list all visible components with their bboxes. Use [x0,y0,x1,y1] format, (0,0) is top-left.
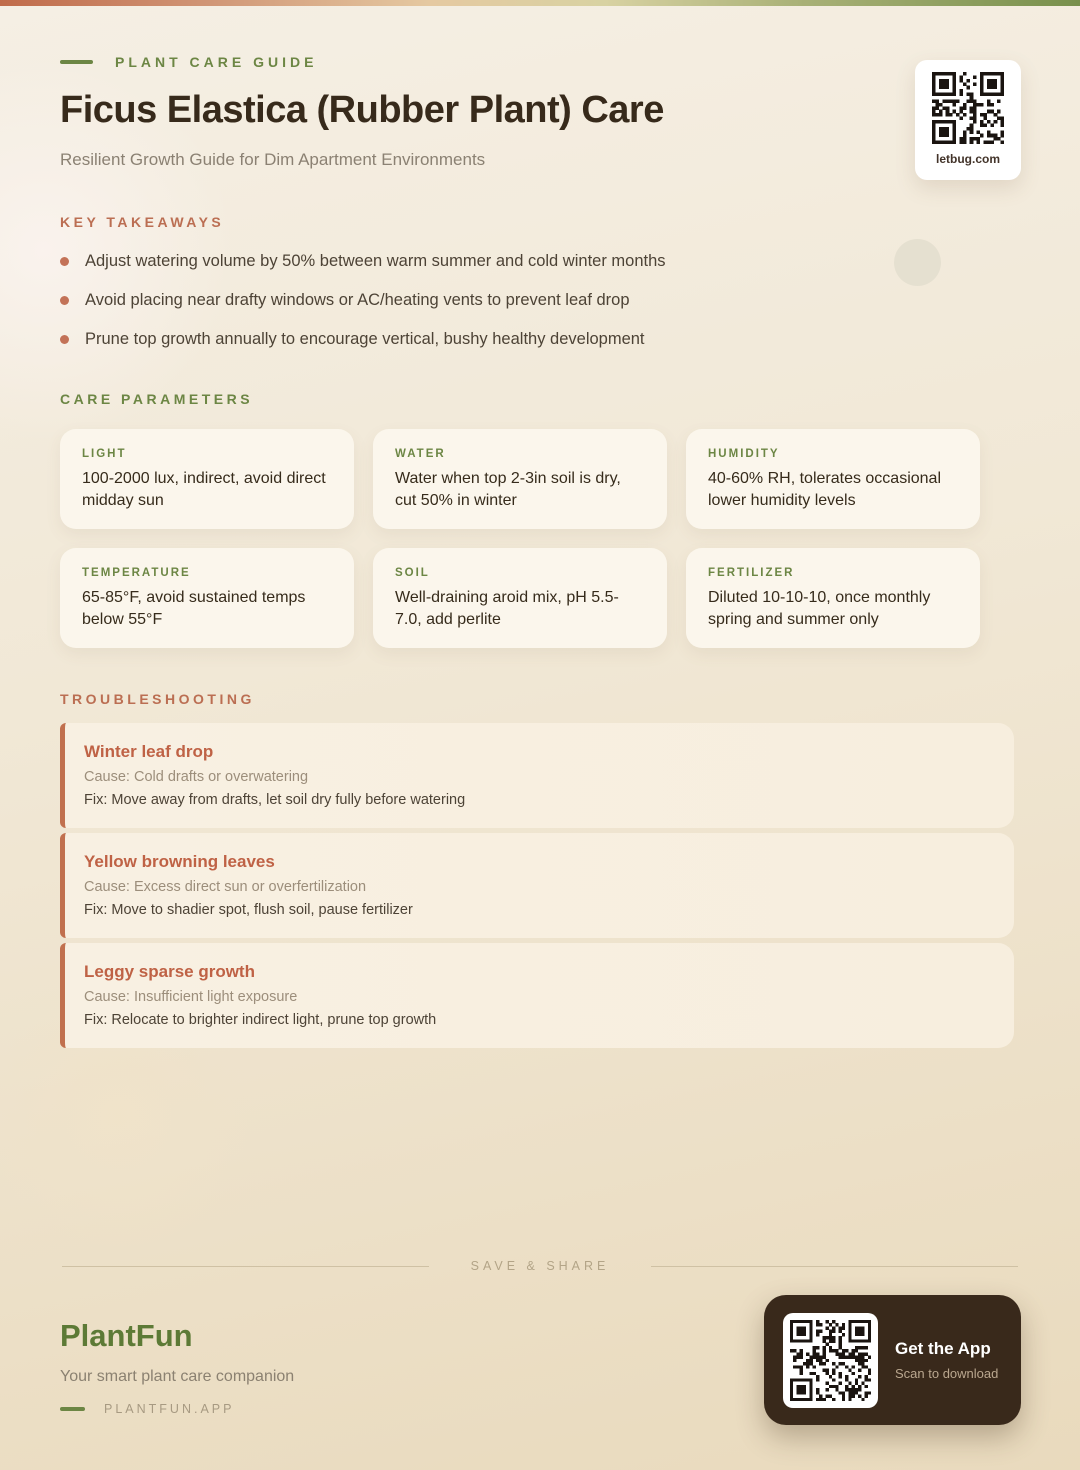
troubleshooting-list [60,723,1020,1048]
header-eyebrow-row [60,54,1020,70]
troubleshooting-heading: TROUBLESHOOTING [60,691,255,707]
key-takeaways-section [60,214,1020,350]
care-card-soil [373,548,667,648]
trouble-cause: Cause: Excess direct sun or overfertilization [84,879,367,895]
brand-site-row [60,1402,294,1416]
care-card-text: 65-85°F, avoid sustained temps below 55°F [82,589,306,628]
save-share-label: SAVE & SHARE [470,1259,610,1273]
care-parameters-grid [60,429,980,648]
accent-dash-icon [60,60,93,64]
divider-line [651,1266,1018,1267]
eyebrow-label: PLANT CARE GUIDE [115,54,318,70]
trouble-card-yellow-browning-leaves [60,833,1014,938]
page-subtitle: Resilient Growth Guide for Dim Apartment Environments [60,150,486,169]
bullet-dot-icon [60,335,69,344]
care-card-text: Well-draining aroid mix, pH 5.5-7.0, add perlite [395,589,619,628]
share-qr-card [915,60,1021,180]
app-qr-frame [783,1313,878,1408]
care-card-label: WATER [395,448,446,460]
brand-name: PlantFun [60,1318,193,1353]
takeaway-list [60,252,1020,350]
qr-card-label: letbug.com [935,152,1000,166]
takeaway-text: Prune top growth annually to encourage vertical, bushy healthy development [85,330,645,348]
trouble-cause: Cause: Cold drafts or overwatering [84,769,309,785]
troubleshooting-section [60,691,1020,1048]
care-card-text: Water when top 2-3in soil is dry, cut 50% in winter [395,470,621,509]
trouble-fix: Fix: Move to shadier spot, flush soil, pause fertilizer [84,902,413,918]
app-card-text [895,1339,998,1381]
care-card-label: SOIL [395,567,430,579]
care-card-text: 100-2000 lux, indirect, avoid direct midday sun [82,470,326,509]
care-card-text: Diluted 10-10-10, once monthly spring and summer only [708,589,931,628]
list-item [60,252,1020,272]
trouble-card-winter-leaf-drop [60,723,1014,828]
care-card-temperature [60,548,354,648]
trouble-title: Winter leaf drop [84,742,214,761]
care-card-water [373,429,667,529]
footer-brand-block [60,1318,294,1416]
trouble-fix: Fix: Relocate to brighter indirect light, prune top growth [84,1012,437,1028]
care-card-label: TEMPERATURE [82,567,191,579]
brand-site-label: PLANTFUN.APP [104,1402,235,1416]
trouble-title: Yellow browning leaves [84,852,275,871]
qr-code-icon [790,1320,871,1401]
care-card-label: HUMIDITY [708,448,780,460]
trouble-cause: Cause: Insufficient light exposure [84,989,298,1005]
list-item [60,330,1020,350]
brand-tagline: Your smart plant care companion [60,1368,295,1385]
app-card-title: Get the App [895,1339,991,1358]
app-card-subtitle: Scan to download [895,1366,999,1381]
trouble-title: Leggy sparse growth [84,962,255,981]
takeaway-text: Avoid placing near drafty windows or AC/heating vents to prevent leaf drop [85,291,630,309]
trouble-fix: Fix: Move away from drafts, let soil dry fully before watering [84,792,466,808]
accent-dash-icon [60,1407,85,1411]
care-card-fertilizer [686,548,980,648]
trouble-card-leggy-sparse-growth [60,943,1014,1048]
care-card-label: LIGHT [82,448,127,460]
care-card-label: FERTILIZER [708,567,795,579]
page-title: Ficus Elastica (Rubber Plant) Care [60,89,664,131]
key-takeaways-heading: KEY TAKEAWAYS [60,214,225,230]
care-parameters-heading: CARE PARAMETERS [60,391,254,407]
get-app-card [764,1295,1021,1425]
care-card-text: 40-60% RH, tolerates occasional lower humidity levels [708,470,942,509]
care-card-humidity [686,429,980,529]
bullet-dot-icon [60,257,69,266]
care-card-light [60,429,354,529]
qr-code-icon [932,72,1004,144]
takeaway-text: Adjust watering volume by 50% between warm summer and cold winter months [85,252,666,270]
list-item [60,291,1020,311]
divider-line [62,1266,429,1267]
care-parameters-section [60,391,1020,648]
bullet-dot-icon [60,296,69,305]
save-share-divider [62,1259,1018,1273]
